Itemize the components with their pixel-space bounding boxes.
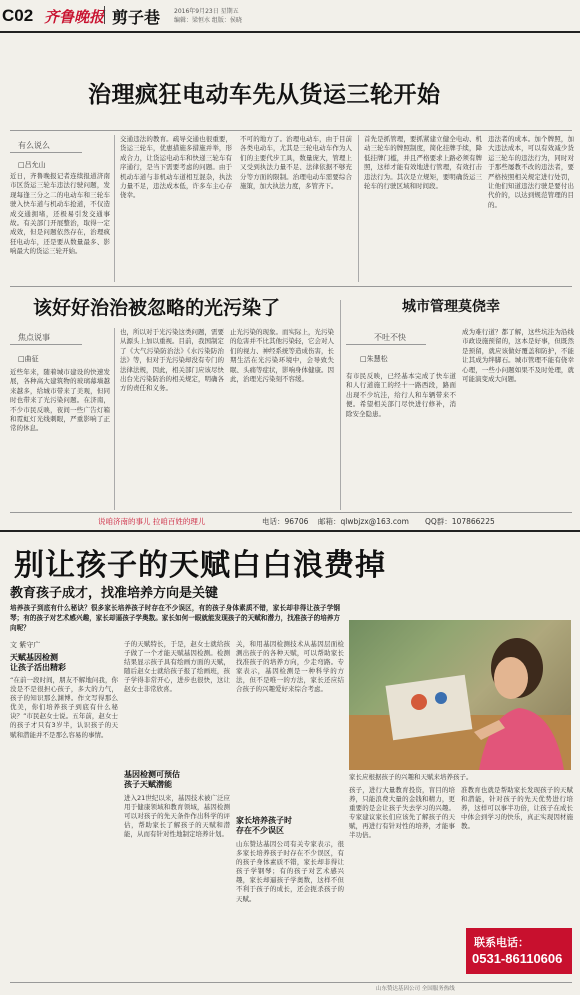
hotline-slogan: 说咱济南的事儿 拉咱百姓的理儿 xyxy=(98,517,206,526)
article2-author: □曲征 xyxy=(18,355,39,363)
hotline-rule xyxy=(10,512,572,513)
masthead-divider xyxy=(104,6,105,24)
hotline-email: 邮箱：qlwbjzx@163.com xyxy=(318,517,409,526)
masthead-rule xyxy=(0,31,580,33)
article3-author-name: 朱慧松 xyxy=(366,355,388,363)
article3-col1: 有市民反映，已经基本完成了快车道和人行道施工的经十一路西段，路面出现不少坑洼，给行人和车辆带来不便。希望相关部门尽快进行修补，消除安全隐患。 xyxy=(346,372,456,418)
footer-text: 山东赞达基因公司 全国服务热线 xyxy=(376,986,455,992)
feature-col3b: 山东赞达基因公司有关专家表示，很多家长培养孩子时存在不少误区，有的孩子身体素质不错，家长却非得让孩子学钢琴；有的孩子对艺术感兴趣，家长却逼孩子学奥数，这样不但不利于孩子的成长，还会扼杀孩子的天赋。 xyxy=(236,840,344,903)
divider xyxy=(340,300,341,510)
contact-label: 联系电话： xyxy=(474,936,529,949)
article2-author-name: 曲征 xyxy=(24,355,39,363)
article1-col5: 违法者的成本。加个牌照，加大违法成本，可以有效减少货运三轮车的违法行为，同时对于那些屡教不改的违法者，要严格按照相关规定进行处罚，让他们知道违法行驶是要付出代价的，以达到规范管理的目的。 xyxy=(488,135,574,209)
section-rule xyxy=(10,286,572,287)
article1-col3: 不可的地方了。治理电动车，由于目前各类电动车，尤其是三轮电动车作为人们的主要代步工具，数量庞大，管理上又受到执法力量不足、法律依据不够充分等方面的限制。治理电动车需要综合施策，加大执法力度，多管齐下。 xyxy=(240,135,352,191)
feature-col5: 准教育也就是帮助家长发现孩子的天赋和潜能，针对孩子的先天优势进行培养，这样可以事半功倍，让孩子在成长中体会到学习的快乐，真正实现因材施教。 xyxy=(461,786,573,831)
article3-column-underline xyxy=(346,344,426,345)
article1-col4: 首先是抓管理，要抓紧建立健全电动、机动三轮车的牌照制度，简化挂牌手续，降低挂牌门槛，并且严格要求上路必须有牌照，这样才能有效地进行管理，有效打击违法行为。其次是立规矩，要明确货运三轮车的行驶区域和时间段。 xyxy=(364,135,482,191)
article2-column-name: 焦点说事 xyxy=(18,333,50,342)
article3-headline: 城市管理莫侥幸 xyxy=(402,299,500,315)
feature-subtitle: 教育孩子成才，找准培养方向是关键 xyxy=(10,586,219,601)
feature-subhead-3: 家长培养孩子时 存在不少误区 xyxy=(236,816,292,835)
child-painting-illustration xyxy=(349,620,571,770)
article1-column-name: 有么说么 xyxy=(18,141,50,150)
feature-author: 文 紫守广 xyxy=(10,641,41,649)
issue-date: 2016年9月23日 星期五 xyxy=(174,8,239,15)
article3-col2: 成为难行道？都了解，这些坑洼为沿线市政设施预留的，这本是好事，但既然是预留，就应该做好覆盖和防护，不能让其成为绊脚石。城市管理不能有侥幸心理，一些小问题如果不及时处理，就可能演变成大问题。 xyxy=(462,328,574,384)
feature-col2: 子的天赋特长，于是，赵女士就给孩子做了一个才能天赋基因检测。检测结果显示孩子具有绘画方面的天赋，随后赵女士就给孩子报了绘画班，孩子学得非常开心，进步也很快，这让赵女士非常欣喜。 xyxy=(124,640,230,694)
article2-headline: 该好好治治被忽略的光污染了 xyxy=(33,297,281,319)
feature-subhead-2: 基因检测可预估 孩子天赋潜能 xyxy=(124,770,180,789)
article3-column-name: 不吐不快 xyxy=(374,333,406,342)
article1-column-underline xyxy=(10,152,82,153)
section-title: 剪子巷 xyxy=(112,8,161,27)
article2-col3: 止光污染的现象。而实际上，光污染的危害并不比其他污染轻，它会对人们的视力、神经系统等造成伤害，长期生活在光污染环境中，会导致失眠、头痛等症状，影响身体健康。因此，治理光污染刻不容缓。 xyxy=(230,328,334,384)
article1-headline: 治理疯狂电动车先从货运三轮开始 xyxy=(88,81,441,108)
feature-subhead-1: 天赋基因检测 让孩子活出精彩 xyxy=(10,653,66,672)
editors: 编辑：梁恒水 组版：侯晓 xyxy=(174,17,242,24)
hotline-phone: 电话：96706 xyxy=(262,517,309,526)
article2-column-underline xyxy=(10,344,82,345)
article1-col2: 交通违法的教育。疏导交通也很重要，货运三轮车，优惠措施多措施并举，形成合力，让货运电动车和快递三轮车有序通行，是当下需要考虑的问题。由于机动车道与非机动车道相互混杂，执法力量不足，违法成本低，许多车主心存侥幸。 xyxy=(120,135,232,200)
article1-col1: 近日，齐鲁晚报记者连续报道济南市区货运三轮车违法行驶问题，发现每逢三分之二的电动车和三轮车驶入快车道与机动车抢道，不仅造成交通拥堵，还极易引发交通事故。有关部门开展整治，取得一定成效，但是问题依然存在，治理疯狂电动车，还是要从数量最多、影响最大的货运三轮开始。 xyxy=(10,172,110,256)
photo-caption: 家长应根据孩子的兴趣和天赋来培养孩子。 xyxy=(349,773,473,781)
divider xyxy=(114,135,115,282)
hotline-qq: QQ群：107866225 xyxy=(425,517,495,526)
article1-author-name: 吕允山 xyxy=(24,161,46,169)
article3-author: □朱慧松 xyxy=(360,355,388,363)
footer-rule xyxy=(10,982,572,983)
article1-author: □吕允山 xyxy=(18,161,46,169)
masthead xyxy=(0,0,580,30)
divider xyxy=(114,328,115,510)
feature-intro: 培养孩子到底有什么秘诀？很多家长培养孩子时存在不少误区，有的孩子身体素质不错，家长却非得让孩子学钢琴；有的孩子对艺术感兴趣，家长却逼孩子学奥数。家长如何一眼就能发现孩子的天赋和潜力，找准孩子的培养方向呢？ xyxy=(10,604,340,632)
page-number: C02 xyxy=(2,6,34,25)
contact-phone: 0531-86110606 xyxy=(472,951,563,966)
feature-headline: 别让孩子的天赋白白浪费掉 xyxy=(14,548,386,583)
article2-col2: 也，所以对于光污染这类问题，需要从源头上加以重视。目前，我国制定了《大气污染防治法》《水污染防治法》等，但对于光污染却没有专门的法律法规，因此，相关部门应该尽快出台光污染防治的相关规定，明确各方的责任和义务。 xyxy=(120,328,224,393)
feature-photo xyxy=(349,620,571,770)
divider xyxy=(358,135,359,282)
paper-logo: 齐鲁晚报 xyxy=(44,8,105,26)
feature-col3: 关，和用基因检测技术从基因层面检测出孩子的各种天赋，可以帮助家长找准孩子的培养方向，少走弯路。专家表示，基因检测是一种科学的方法，但不是唯一的方法，家长还应结合孩子的兴趣爱好来综合考虑。 xyxy=(236,640,344,694)
feature-col4: 孩子，进行大量教育投资，盲目的培养，只能浪费大量的金钱和精力，更重要的是会让孩子失去学习的兴趣。专家建议家长们应该先了解孩子的天赋，再进行有针对性的培养，才能事半功倍。 xyxy=(349,786,455,840)
feature-col1: “在前一段时间，朋友不解地问我，你没是不是很担心孩子，多大的力气，孩子的知识那么渊博。作文写得那么优美，你们培养孩子到底有什么秘诀？”市民赵女士说。五年前，赵女士的孩子才只有3岁半，认识孩子的天赋和潜能并不是那么容易的事情。 xyxy=(10,676,118,739)
contact-box xyxy=(466,928,572,974)
article2-col1: 近些年来，随着城市建设的快速发展，各种高大建筑物的玻璃幕墙越来越多，给城市带来了美观，但同时也带来了光污染问题。在济南，不少市民反映，夜间一些广告灯箱和霓虹灯光线刺眼，严重影响了正常的休息。 xyxy=(10,368,110,433)
feature-col2b: 进入21世纪以来，基因技术被广泛应用于健康领域和教育领域，基因检测可以对孩子的先天条件作出科学的评估，帮助家长了解孩子的天赋和潜能，从而有针对性地制定培养计划。 xyxy=(124,794,230,839)
feature-top-rule xyxy=(0,530,580,532)
article1-rule xyxy=(10,130,572,131)
